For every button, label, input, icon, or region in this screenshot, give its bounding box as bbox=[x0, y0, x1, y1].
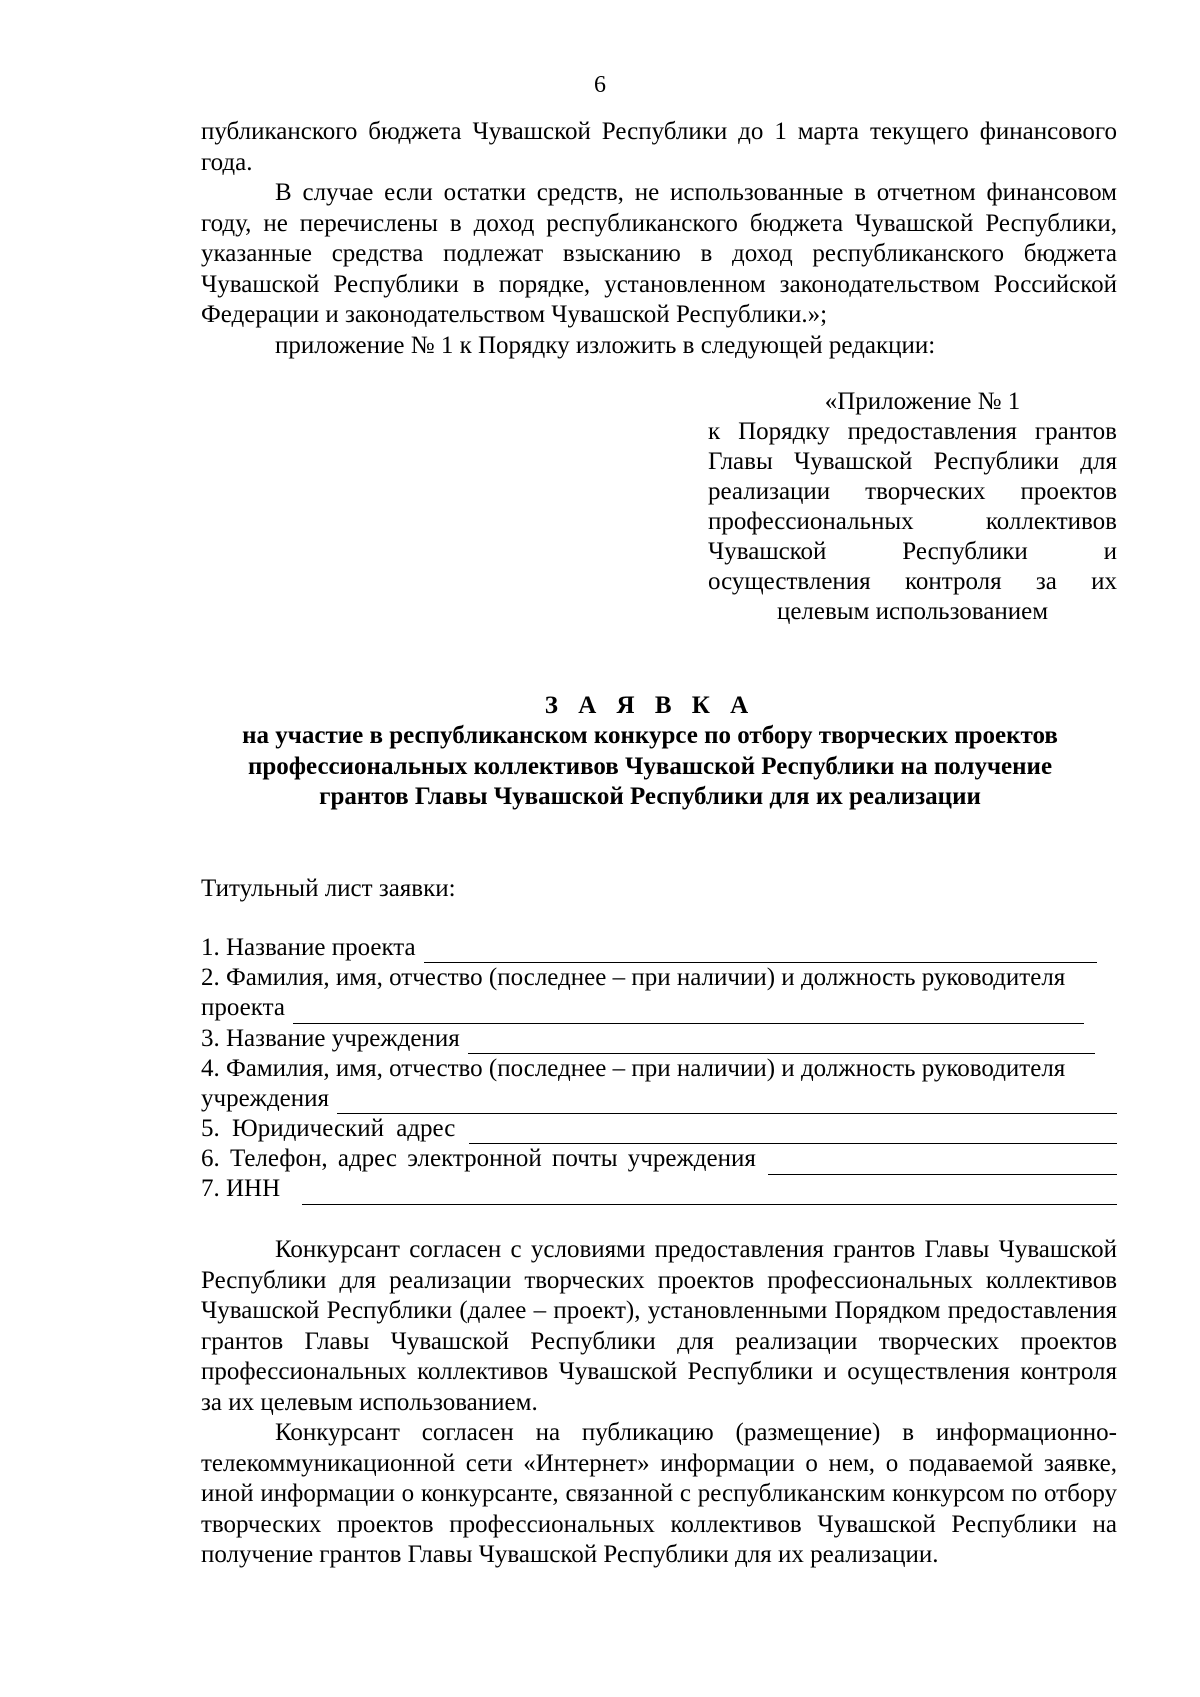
top-paragraph-3: приложение № 1 к Порядку изложить в следующей редакции: bbox=[275, 331, 936, 359]
appendix-header bbox=[708, 387, 1117, 627]
field-project-head-a bbox=[201, 963, 1117, 993]
application-subtitle-line-2: профессиональных коллективов Чувашской Республики на получение bbox=[247, 752, 1053, 780]
bottom-paragraph-2: Конкурсант согласен на публикацию (размещение) в информационно-телекоммуникационной сети «Интернет» информации о нем, о подаваемой заявке, иной информации о конкурсанте, связанной с республиканским конкурсом по отбору творческих проектов профессиональных коллективов Чувашской Республики на получение грантов Главы Чувашской Республики для их реализации. bbox=[201, 1419, 1117, 1568]
field-institution-name bbox=[201, 1024, 1117, 1054]
application-form-fields bbox=[201, 933, 1117, 1205]
fill-in-line[interactable] bbox=[468, 1029, 1095, 1054]
field-label: 1. Название проекта bbox=[201, 933, 416, 961]
fill-in-line[interactable] bbox=[293, 999, 1084, 1024]
field-legal-address bbox=[201, 1114, 1117, 1144]
field-label: проекта bbox=[201, 994, 285, 1022]
field-institution-head-b bbox=[201, 1084, 1117, 1114]
field-project-name bbox=[201, 933, 1117, 963]
bottom-text-block bbox=[201, 1235, 1117, 1571]
fill-in-line[interactable] bbox=[469, 1119, 1117, 1144]
application-title bbox=[150, 691, 1150, 813]
application-heading: З А Я В К А bbox=[544, 692, 756, 719]
field-label: 5. Юридический адрес bbox=[201, 1115, 456, 1143]
fill-in-line[interactable] bbox=[302, 1180, 1117, 1205]
title-page-label: Титульный лист заявки: bbox=[201, 875, 456, 902]
page-number: 6 bbox=[594, 72, 606, 98]
fill-in-line[interactable] bbox=[768, 1150, 1117, 1175]
application-subtitle-line-3: грантов Главы Чувашской Республики для их реализации bbox=[319, 783, 981, 810]
top-paragraph-1: публиканского бюджета Чувашской Республики до 1 марта текущего финансового года. bbox=[201, 118, 1117, 176]
application-subtitle-line-1: на участие в республиканском конкурсе по отбору творческих проектов bbox=[242, 722, 1058, 749]
field-label: 6. Телефон, адрес электронной почты учреждения bbox=[201, 1145, 756, 1173]
fill-in-line[interactable] bbox=[424, 938, 1097, 963]
top-text-block bbox=[201, 117, 1117, 361]
field-project-head-b bbox=[201, 993, 1117, 1023]
field-label: 3. Название учреждения bbox=[201, 1024, 460, 1052]
fill-in-line[interactable] bbox=[337, 1089, 1117, 1114]
field-label: учреждения bbox=[201, 1084, 330, 1112]
field-contacts bbox=[201, 1144, 1117, 1174]
field-label: 2. Фамилия, имя, отчество (последнее – при наличии) и должность руководителя bbox=[201, 964, 1066, 992]
field-label: 4. Фамилия, имя, отчество (последнее – при наличии) и должность руководителя bbox=[201, 1054, 1066, 1082]
appendix-title: «Приложение № 1 bbox=[824, 388, 1021, 415]
appendix-text: к Порядку предоставления грантов Главы Чувашской Республики для реализации творческих проектов профессиональных коллективов Чувашской Республики и осуществления контроля за их целевым использованием bbox=[708, 418, 1117, 625]
field-label: 7. ИНН bbox=[201, 1175, 281, 1203]
field-institution-head-a bbox=[201, 1054, 1117, 1084]
bottom-paragraph-1: Конкурсант согласен с условиями предоставления грантов Главы Чувашской Республики для реализации творческих проектов профессиональных коллективов Чувашской Республики (далее – проект), установленными Порядком предоставления грантов Главы Чувашской Республики для реализации творческих проектов профессиональных коллективов Чувашской Республики и осуществления контроля за их целевым использованием. bbox=[201, 1236, 1117, 1416]
field-inn bbox=[201, 1175, 1117, 1205]
top-paragraph-2: В случае если остатки средств, не использованные в отчетном финансовом году, не перечислены в доход республиканского бюджета Чувашской Республики, указанные средства подлежат взысканию в доход республиканского бюджета Чувашской Республики в порядке, установленном законодательством Российской Федерации и законодательством Чувашской Республики.»; bbox=[201, 179, 1117, 328]
